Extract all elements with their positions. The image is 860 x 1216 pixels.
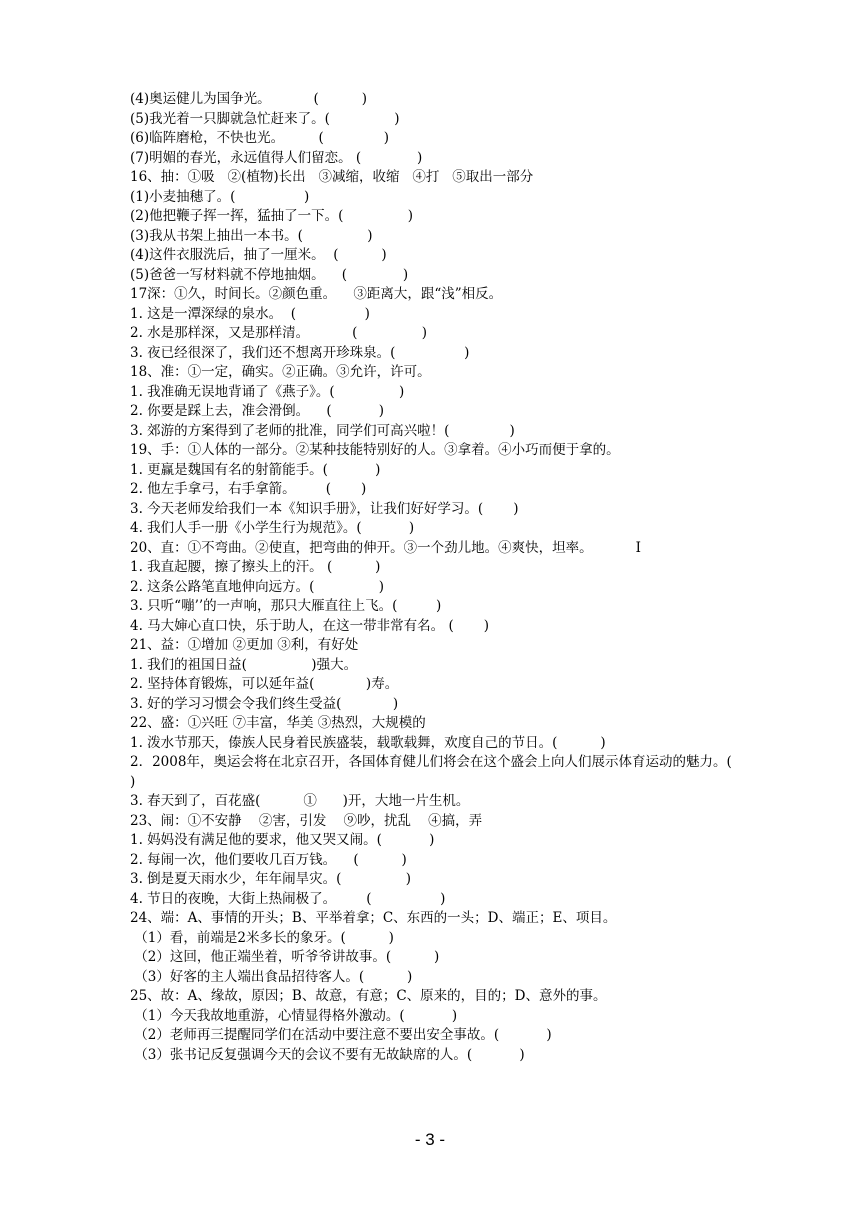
exercise-line: 1. 我准确无误地背诵了《燕子》。( ) — [130, 383, 405, 400]
exercise-line: 1. 我直起腰，擦了擦头上的汗。 ( ) — [130, 559, 381, 575]
exercise-line: 19、手：①人体的一部分。②某种技能特别好的人。③拿着。④小巧而便于拿的。 — [130, 442, 620, 458]
exercise-line: 3. 春天到了，百花盛( ① )开，大地一片生机。 — [130, 793, 470, 809]
exercise-line: 1. 这是一潭深绿的泉水。 ( ) — [130, 305, 370, 322]
exercise-line: (6)临阵磨枪，不快也光。 ( ) — [130, 130, 390, 146]
exercise-line: （2）老师再三提醒同学们在活动中要注意不要出安全事故。( ) — [130, 1027, 552, 1043]
exercise-line: (4)奥运健儿为国争光。 ( ) — [130, 91, 367, 107]
exercise-line: 2. 你要是踩上去，准会滑倒。 ( ) — [130, 403, 385, 419]
exercise-line: 1. 泼水节那天，傣族人民身着民族盛装，载歌载舞，欢度自己的节日。( ) — [130, 734, 606, 751]
exercise-line: 24、端：A、事情的开头；B、平举着拿；C、东西的一头；D、端正；E、项目。 — [130, 910, 617, 926]
exercise-line: (4)这件衣服洗后，抽了一厘米。 ( ) — [130, 247, 387, 263]
exercise-line: 3. 郊游的方案得到了老师的批准，同学们可高兴啦！( ) — [130, 422, 515, 439]
exercise-line: 20、直：①不弯曲。②使直，把弯曲的伸开。③一个劲儿地。④爽快，坦率。 I — [130, 539, 641, 556]
page-number: - 3 - — [414, 1130, 446, 1149]
exercise-line: 1. 妈妈没有满足他的要求，他又哭又闹。( ) — [130, 832, 435, 848]
exercise-line: 3. 只听“嘣’’的一声响，那只大雁直往上飞。( ) — [130, 598, 442, 614]
exercise-line: 3. 好的学习习惯会令我们终生受益( ) — [130, 695, 399, 712]
exercise-line: （2）这回，他正端坐着，听爷爷讲故事。( ) — [130, 949, 440, 965]
exercise-line: 16、抽：①吸 ②(植物)长出 ③减缩，收缩 ④打 ⑤取出一部分 — [130, 169, 534, 185]
exercise-line: 18、准：①一定，确实。②正确。③允许，许可。 — [130, 364, 431, 380]
exercise-line: 3. 夜已经很深了，我们还不想离开珍珠泉。( ) — [130, 344, 470, 361]
exercise-line: 17深：①久，时间长。②颜色重。 ③距离大，跟“浅”相反。 — [130, 286, 503, 302]
exercise-line: （3）好客的主人端出食品招待客人。( ) — [130, 968, 413, 985]
exercise-line: （3）张书记反复强调今天的会议不要有无故缺席的人。( ) — [130, 1046, 525, 1063]
exercise-line: 23、闹：①不安静 ②害，引发 ⑨吵，扰乱 ④搞，弄 — [130, 812, 483, 829]
exercise-line: (3)我从书架上抽出一本书。( ) — [130, 227, 373, 244]
exercise-line: （1）看，前端是2米多长的象牙。( ) — [130, 929, 394, 946]
exercise-line: 2. 水是那样深，又是那样清。 ( ) — [130, 325, 427, 341]
exercise-line: （1）今天我故地重游，心情显得格外激动。( ) — [130, 1007, 458, 1024]
exercise-line: 1. 更赢是魏国有名的射箭能手。( ) — [130, 461, 381, 478]
exercise-line: 2. 每闹一次，他们要收几百万钱。 ( ) — [130, 851, 407, 868]
exercise-line: 2. 这条公路笔直地伸向远方。( ) — [130, 578, 385, 595]
exercise-list — [130, 90, 775, 1065]
exercise-line: 3. 倒是夏天雨水少，年年闹旱灾。( ) — [130, 871, 412, 887]
exercise-line: 2．2008年，奥运会将在北京召开，各国体育健儿们将会在这个盛会上向人们展示体育运动的魅力。( ) — [130, 754, 775, 790]
exercise-line: 21、益：①增加 ②更加 ③利，有好处 — [130, 637, 359, 653]
exercise-line: 3. 今天老师发给我们一本《知识手册》，让我们好好学习。( ) — [130, 500, 519, 517]
exercise-line: 4. 我们人手一册《小学生行为规范》。( ) — [130, 520, 415, 536]
exercise-line: 2. 他左手拿弓，右手拿箭。 ( ) — [130, 481, 367, 497]
exercise-line: (7)明媚的春光，永远值得人们留恋。 ( ) — [130, 149, 423, 166]
exercise-line: 25、故：A、缘故，原因；B、故意，有意；C、原来的，目的；D、意外的事。 — [130, 988, 607, 1004]
exercise-line: (2)他把鞭子挥一挥，猛抽了一下。( ) — [130, 208, 414, 224]
exercise-line: (5)爸爸一写材料就不停地抽烟。 ( ) — [130, 266, 409, 283]
exercise-line: 1. 我们的祖国日益( )强大。 — [130, 656, 358, 673]
exercise-line: (1)小麦抽穗了。( ) — [130, 188, 310, 205]
exercise-line: 2. 坚持体育锻炼，可以延年益( )寿。 — [130, 676, 399, 692]
exercise-line: 4. 节日的夜晚，大街上热闹极了。 ( ) — [130, 890, 446, 907]
exercise-line: 22、盛：①兴旺 ⑦丰富，华美 ③热烈，大规模的 — [130, 715, 426, 731]
exercise-line: (5)我光着一只脚就急忙赶来了。( ) — [130, 110, 400, 127]
exercise-line: 4. 马大婶心直口快，乐于助人，在这一带非常有名。 ( ) — [130, 617, 490, 634]
